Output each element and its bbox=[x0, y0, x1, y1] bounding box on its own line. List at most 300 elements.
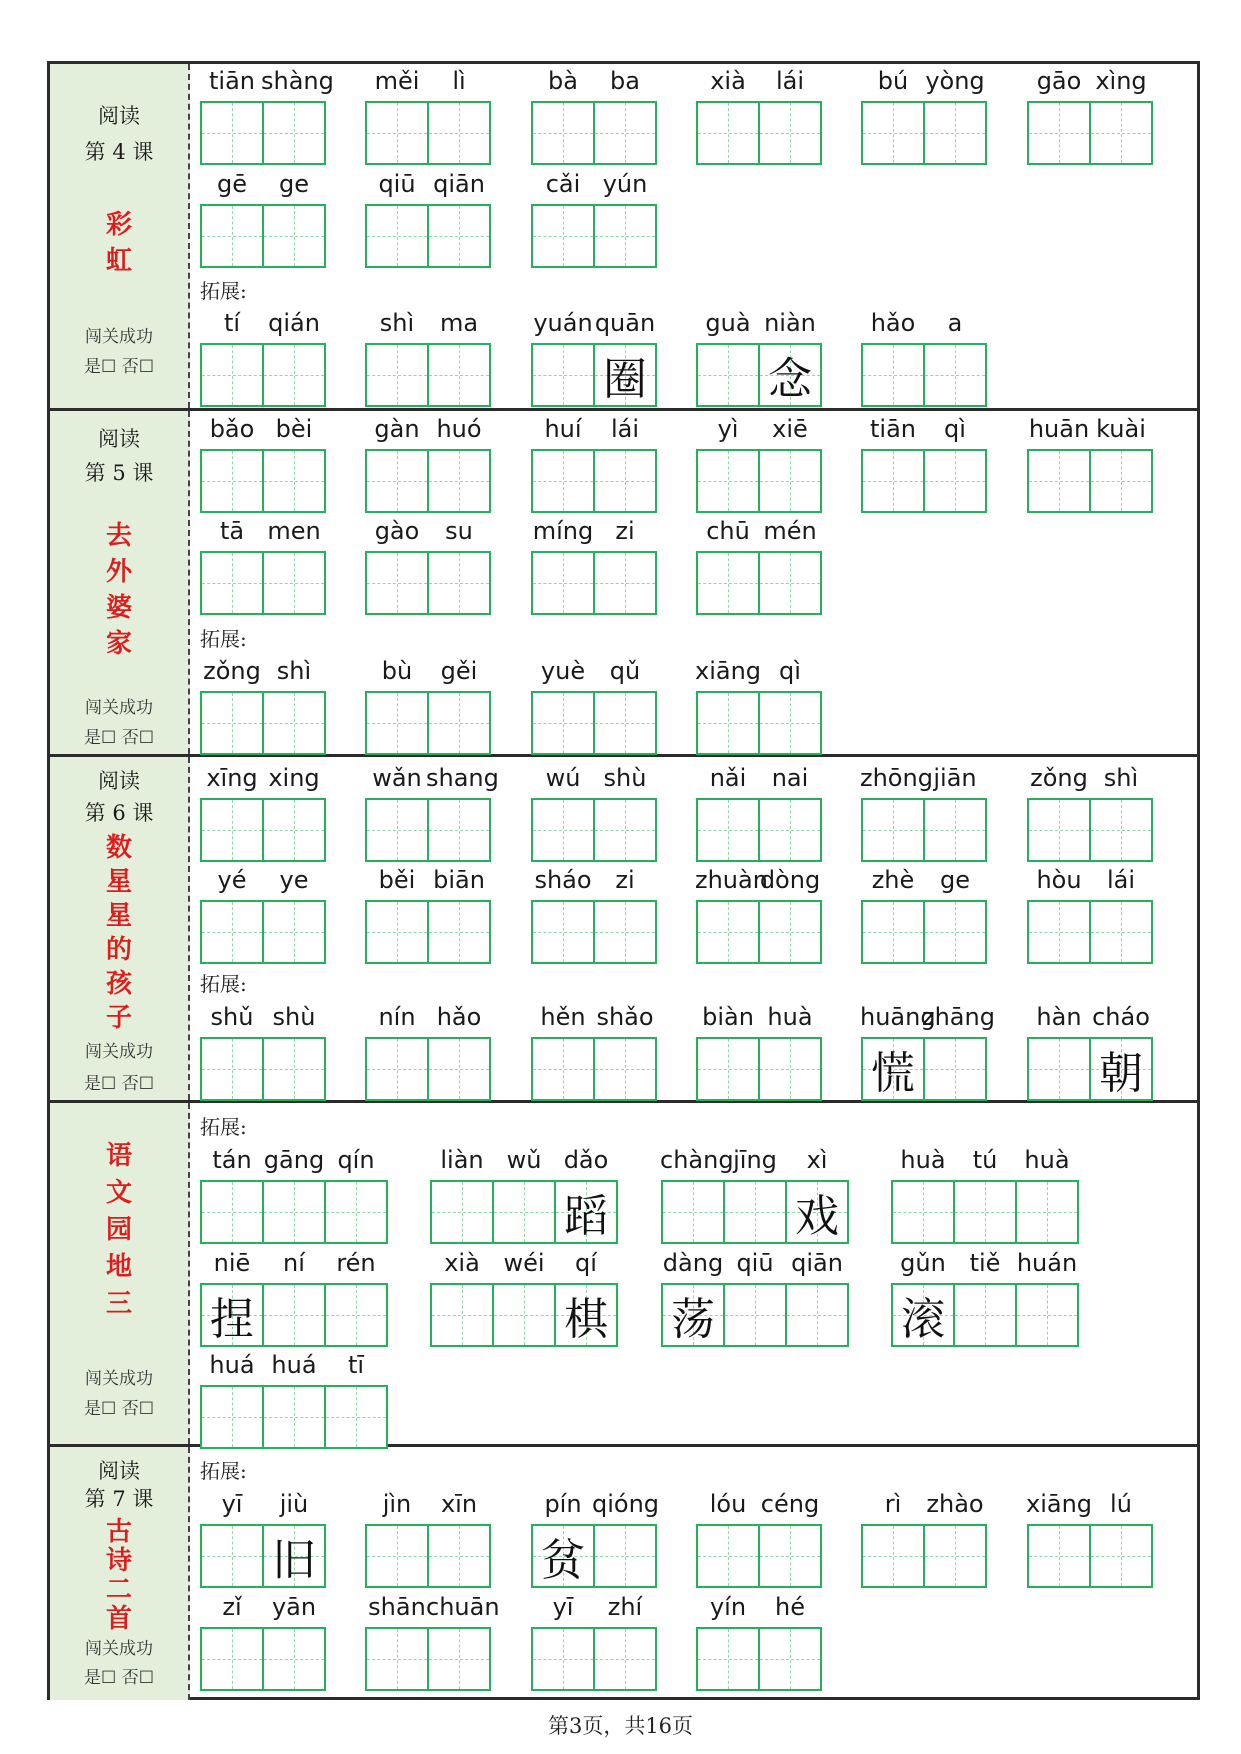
tian-zi-ge-box[interactable] bbox=[324, 1385, 388, 1449]
tian-zi-ge-box[interactable] bbox=[861, 343, 925, 407]
tian-zi-ge-box[interactable] bbox=[661, 1283, 725, 1347]
tian-zi-ge-box[interactable] bbox=[262, 691, 326, 755]
pinyin-syllable: yān bbox=[271, 1593, 317, 1621]
tian-zi-ge-box[interactable] bbox=[262, 1180, 326, 1244]
pinyin-syllable: wǎn bbox=[372, 764, 422, 792]
writing-boxes bbox=[861, 101, 985, 165]
pinyin-syllable: yuè bbox=[540, 657, 586, 685]
pinyin-syllable: qiū bbox=[736, 1249, 774, 1277]
pinyin-syllable: qiān bbox=[433, 170, 485, 198]
lesson-number: 第 7 课 bbox=[84, 1487, 154, 1511]
tian-zi-ge-box[interactable] bbox=[723, 1180, 787, 1244]
lesson-title-char: 婆 bbox=[105, 593, 132, 623]
pinyin-syllable: shì bbox=[276, 657, 312, 685]
writing-boxes bbox=[891, 1180, 1077, 1244]
pinyin-syllable: qiān bbox=[791, 1249, 843, 1277]
tian-zi-ge-box[interactable] bbox=[785, 1180, 849, 1244]
writing-boxes bbox=[531, 691, 655, 755]
tian-zi-ge-box[interactable] bbox=[365, 1627, 429, 1691]
tian-zi-ge-box[interactable] bbox=[953, 1283, 1017, 1347]
tian-zi-ge-box[interactable] bbox=[861, 900, 925, 964]
pinyin-syllable: ge bbox=[940, 866, 970, 894]
tian-zi-ge-box[interactable] bbox=[923, 101, 987, 165]
writing-boxes bbox=[365, 101, 489, 165]
tian-zi-ge-box[interactable] bbox=[262, 900, 326, 964]
pass-options[interactable]: 是☐ 否☐ bbox=[84, 357, 154, 377]
writing-boxes bbox=[200, 1627, 324, 1691]
tian-zi-ge-box[interactable] bbox=[427, 101, 491, 165]
extend-label: 拓展: bbox=[200, 279, 247, 303]
pinyin-syllable: tán bbox=[212, 1146, 252, 1174]
tian-zi-ge-box[interactable] bbox=[200, 449, 264, 513]
tian-zi-ge-box[interactable] bbox=[758, 343, 822, 407]
tian-zi-ge-box[interactable] bbox=[531, 1524, 595, 1588]
tian-zi-ge-box[interactable] bbox=[1015, 1283, 1079, 1347]
writing-boxes bbox=[861, 449, 985, 513]
tian-zi-ge-box[interactable] bbox=[1027, 101, 1091, 165]
tian-zi-ge-box[interactable] bbox=[723, 1283, 787, 1347]
writing-boxes bbox=[531, 900, 655, 964]
pinyin-syllable: xì bbox=[806, 1146, 828, 1174]
tian-zi-ge-box[interactable] bbox=[200, 691, 264, 755]
tian-zi-ge-box[interactable] bbox=[696, 551, 760, 615]
pinyin-syllable: jiù bbox=[279, 1490, 309, 1518]
writing-boxes bbox=[661, 1180, 847, 1244]
tian-zi-ge-box[interactable] bbox=[593, 204, 657, 268]
tian-zi-ge-box[interactable] bbox=[861, 798, 925, 862]
tian-zi-ge-box[interactable] bbox=[861, 101, 925, 165]
pinyin-syllable: xiāng bbox=[695, 657, 762, 685]
lesson-title-char: 诗 bbox=[105, 1546, 132, 1576]
lesson-title-char: 语 bbox=[105, 1141, 132, 1171]
pinyin-syllable: qì bbox=[944, 415, 966, 443]
tian-zi-ge-box[interactable] bbox=[427, 343, 491, 407]
tian-zi-ge-box[interactable] bbox=[200, 1627, 264, 1691]
tian-zi-ge-box[interactable] bbox=[200, 1180, 264, 1244]
tian-zi-ge-box[interactable] bbox=[593, 1524, 657, 1588]
tian-zi-ge-box[interactable] bbox=[492, 1283, 556, 1347]
tian-zi-ge-box[interactable] bbox=[200, 900, 264, 964]
pinyin-syllable: tiān bbox=[870, 415, 916, 443]
pinyin-syllable: cǎi bbox=[545, 170, 581, 198]
tian-zi-ge-box[interactable] bbox=[923, 449, 987, 513]
pinyin-syllable: wéi bbox=[503, 1249, 545, 1277]
tian-zi-ge-box[interactable] bbox=[593, 449, 657, 513]
section-lesson-7 bbox=[50, 1447, 1197, 1700]
pinyin-syllable: chuān bbox=[426, 1593, 500, 1621]
pinyin-syllable: běi bbox=[378, 866, 416, 894]
tian-zi-ge-box[interactable] bbox=[953, 1180, 1017, 1244]
pinyin-syllable: lái bbox=[610, 415, 640, 443]
read-label: 阅读 bbox=[98, 769, 140, 793]
tian-zi-ge-box[interactable] bbox=[427, 1524, 491, 1588]
pinyin-syllable: huà bbox=[900, 1146, 946, 1174]
pinyin-syllable: gē bbox=[217, 170, 247, 198]
tian-zi-ge-box[interactable] bbox=[365, 1524, 429, 1588]
pinyin-syllable: zhōng bbox=[860, 764, 933, 792]
tian-zi-ge-box[interactable] bbox=[200, 798, 264, 862]
tian-zi-ge-box[interactable] bbox=[262, 798, 326, 862]
tian-zi-ge-box[interactable] bbox=[1027, 1037, 1091, 1101]
tian-zi-ge-box[interactable] bbox=[758, 449, 822, 513]
writing-boxes bbox=[696, 900, 820, 964]
tian-zi-ge-box[interactable] bbox=[758, 798, 822, 862]
tian-zi-ge-box[interactable] bbox=[696, 798, 760, 862]
writing-boxes bbox=[861, 798, 985, 862]
tian-zi-ge-box[interactable] bbox=[200, 1283, 264, 1347]
tian-zi-ge-box[interactable] bbox=[365, 1037, 429, 1101]
pinyin-syllable: yún bbox=[602, 170, 648, 198]
lesson-title-char: 子 bbox=[105, 1003, 132, 1033]
tian-zi-ge-box[interactable] bbox=[365, 449, 429, 513]
pinyin-syllable: bǎo bbox=[209, 415, 255, 443]
tian-zi-ge-box[interactable] bbox=[923, 798, 987, 862]
pinyin-syllable: yòng bbox=[925, 67, 985, 95]
tian-zi-ge-box[interactable] bbox=[696, 1524, 760, 1588]
tian-zi-ge-box[interactable] bbox=[891, 1180, 955, 1244]
lesson-title-char: 彩 bbox=[105, 210, 132, 240]
tian-zi-ge-box[interactable] bbox=[593, 343, 657, 407]
writing-boxes bbox=[1027, 101, 1151, 165]
tian-zi-ge-box[interactable] bbox=[593, 101, 657, 165]
writing-boxes bbox=[531, 1037, 655, 1101]
tian-zi-ge-box[interactable] bbox=[365, 101, 429, 165]
tian-zi-ge-box[interactable] bbox=[758, 900, 822, 964]
tian-zi-ge-box[interactable] bbox=[1027, 900, 1091, 964]
tian-zi-ge-box[interactable] bbox=[758, 1627, 822, 1691]
writing-boxes bbox=[365, 551, 489, 615]
tian-zi-ge-box[interactable] bbox=[1027, 798, 1091, 862]
tian-zi-ge-box[interactable] bbox=[593, 1627, 657, 1691]
pinyin-syllable: lái bbox=[775, 67, 805, 95]
tian-zi-ge-box[interactable] bbox=[200, 1037, 264, 1101]
tian-zi-ge-box[interactable] bbox=[262, 1283, 326, 1347]
pinyin-syllable: chū bbox=[706, 517, 750, 545]
tian-zi-ge-box[interactable] bbox=[531, 798, 595, 862]
pinyin-syllable: hǎo bbox=[436, 1003, 482, 1031]
tian-zi-ge-box[interactable] bbox=[262, 1385, 326, 1449]
writing-boxes bbox=[861, 900, 985, 964]
writing-boxes bbox=[531, 101, 655, 165]
pinyin-syllable: yé bbox=[217, 866, 247, 894]
pinyin-syllable: tú bbox=[972, 1146, 998, 1174]
pinyin-syllable: jiān bbox=[933, 764, 977, 792]
pinyin-syllable: huà bbox=[1024, 1146, 1070, 1174]
pinyin-syllable: pín bbox=[544, 1490, 582, 1518]
tian-zi-ge-box[interactable] bbox=[262, 1524, 326, 1588]
tian-zi-ge-box[interactable] bbox=[262, 343, 326, 407]
tian-zi-ge-box[interactable] bbox=[696, 343, 760, 407]
pinyin-syllable: bèi bbox=[275, 415, 313, 443]
writing-boxes bbox=[365, 204, 489, 268]
hint-character: 棋 bbox=[564, 1294, 608, 1345]
writing-boxes bbox=[200, 1524, 324, 1588]
writing-boxes bbox=[365, 1627, 489, 1691]
tian-zi-ge-box[interactable] bbox=[531, 551, 595, 615]
tian-zi-ge-box[interactable] bbox=[1027, 449, 1091, 513]
tian-zi-ge-box[interactable] bbox=[262, 204, 326, 268]
pinyin-syllable: dǎo bbox=[563, 1146, 609, 1174]
pinyin-syllable: qí bbox=[575, 1249, 597, 1277]
tian-zi-ge-box[interactable] bbox=[861, 1524, 925, 1588]
tian-zi-ge-box[interactable] bbox=[1089, 798, 1153, 862]
tian-zi-ge-box[interactable] bbox=[427, 449, 491, 513]
pinyin-syllable: xià bbox=[444, 1249, 480, 1277]
tian-zi-ge-box[interactable] bbox=[200, 1385, 264, 1449]
pinyin-syllable: a bbox=[947, 309, 963, 337]
pass-options[interactable]: 是☐ 否☐ bbox=[84, 1668, 154, 1688]
pinyin-syllable: chàng bbox=[660, 1146, 734, 1174]
tian-zi-ge-box[interactable] bbox=[365, 551, 429, 615]
pinyin-syllable: shǎo bbox=[596, 1003, 654, 1031]
tian-zi-ge-box[interactable] bbox=[593, 691, 657, 755]
writing-boxes bbox=[1027, 449, 1151, 513]
writing-boxes bbox=[365, 798, 489, 862]
pass-options[interactable]: 是☐ 否☐ bbox=[84, 1074, 154, 1094]
writing-boxes bbox=[696, 1524, 820, 1588]
tian-zi-ge-box[interactable] bbox=[696, 900, 760, 964]
extend-label: 拓展: bbox=[200, 1115, 247, 1139]
lesson-title-char: 首 bbox=[105, 1604, 132, 1634]
tian-zi-ge-box[interactable] bbox=[696, 101, 760, 165]
hint-character: 荡 bbox=[671, 1294, 715, 1345]
tian-zi-ge-box[interactable] bbox=[365, 204, 429, 268]
tian-zi-ge-box[interactable] bbox=[492, 1180, 556, 1244]
pinyin-syllable: rén bbox=[336, 1249, 376, 1277]
tian-zi-ge-box[interactable] bbox=[1089, 900, 1153, 964]
writing-boxes bbox=[200, 1180, 386, 1244]
lesson-title-char: 虹 bbox=[105, 246, 132, 276]
writing-boxes bbox=[696, 1627, 820, 1691]
pinyin-syllable: zhí bbox=[607, 1593, 643, 1621]
tian-zi-ge-box[interactable] bbox=[758, 691, 822, 755]
writing-boxes bbox=[365, 343, 489, 407]
writing-boxes bbox=[1027, 1037, 1151, 1101]
tian-zi-ge-box[interactable] bbox=[923, 343, 987, 407]
tian-zi-ge-box[interactable] bbox=[696, 1627, 760, 1691]
tian-zi-ge-box[interactable] bbox=[324, 1180, 388, 1244]
tian-zi-ge-box[interactable] bbox=[262, 551, 326, 615]
hint-character: 旧 bbox=[272, 1535, 316, 1586]
pinyin-syllable: hàn bbox=[1036, 1003, 1082, 1031]
pinyin-syllable: cháo bbox=[1092, 1003, 1150, 1031]
pinyin-syllable: shān bbox=[368, 1593, 426, 1621]
pinyin-syllable: men bbox=[267, 517, 321, 545]
pinyin-syllable: yín bbox=[709, 1593, 747, 1621]
pinyin-syllable: dàng bbox=[662, 1249, 724, 1277]
pinyin-syllable: guà bbox=[705, 309, 751, 337]
tian-zi-ge-box[interactable] bbox=[365, 343, 429, 407]
tian-zi-ge-box[interactable] bbox=[200, 204, 264, 268]
tian-zi-ge-box[interactable] bbox=[531, 449, 595, 513]
tian-zi-ge-box[interactable] bbox=[430, 1180, 494, 1244]
tian-zi-ge-box[interactable] bbox=[1089, 449, 1153, 513]
pinyin-syllable: shì bbox=[379, 309, 415, 337]
tian-zi-ge-box[interactable] bbox=[427, 1627, 491, 1691]
worksheet-page bbox=[47, 61, 1200, 1700]
writing-boxes bbox=[200, 101, 324, 165]
writing-boxes bbox=[531, 798, 655, 862]
pinyin-syllable: kuài bbox=[1096, 415, 1146, 443]
tian-zi-ge-box[interactable] bbox=[262, 449, 326, 513]
pinyin-syllable: shàng bbox=[261, 67, 334, 95]
tian-zi-ge-box[interactable] bbox=[262, 101, 326, 165]
lesson-title-char: 的 bbox=[105, 935, 132, 965]
tian-zi-ge-box[interactable] bbox=[1015, 1180, 1079, 1244]
hint-character: 慌 bbox=[871, 1048, 915, 1099]
writing-boxes bbox=[861, 343, 985, 407]
pinyin-syllable: zǐ bbox=[222, 1593, 242, 1621]
lesson-title-char: 孩 bbox=[105, 969, 132, 999]
tian-zi-ge-box[interactable] bbox=[758, 1524, 822, 1588]
tian-zi-ge-box[interactable] bbox=[200, 343, 264, 407]
pinyin-syllable: shang bbox=[426, 764, 499, 792]
tian-zi-ge-box[interactable] bbox=[531, 1627, 595, 1691]
tian-zi-ge-box[interactable] bbox=[661, 1180, 725, 1244]
pinyin-syllable: yī bbox=[552, 1593, 574, 1621]
tian-zi-ge-box[interactable] bbox=[861, 449, 925, 513]
tian-zi-ge-box[interactable] bbox=[531, 691, 595, 755]
pinyin-syllable: qián bbox=[268, 309, 320, 337]
tian-zi-ge-box[interactable] bbox=[593, 900, 657, 964]
tian-zi-ge-box[interactable] bbox=[758, 1037, 822, 1101]
pinyin-syllable: mén bbox=[763, 517, 817, 545]
tian-zi-ge-box[interactable] bbox=[200, 551, 264, 615]
pinyin-syllable: gāng bbox=[263, 1146, 325, 1174]
pass-label: 闯关成功 bbox=[85, 1369, 153, 1389]
tian-zi-ge-box[interactable] bbox=[1027, 1524, 1091, 1588]
writing-boxes bbox=[531, 343, 655, 407]
tian-zi-ge-box[interactable] bbox=[554, 1283, 618, 1347]
tian-zi-ge-box[interactable] bbox=[1089, 1524, 1153, 1588]
tian-zi-ge-box[interactable] bbox=[696, 691, 760, 755]
pinyin-syllable: xīn bbox=[440, 1490, 478, 1518]
section-lesson-5 bbox=[50, 411, 1197, 757]
pinyin-syllable: bù bbox=[381, 657, 413, 685]
lesson-title-char: 去 bbox=[105, 521, 132, 551]
tian-zi-ge-box[interactable] bbox=[923, 1524, 987, 1588]
pinyin-syllable: biān bbox=[433, 866, 485, 894]
tian-zi-ge-box[interactable] bbox=[593, 551, 657, 615]
pinyin-syllable: nǎi bbox=[709, 764, 747, 792]
writing-boxes bbox=[200, 449, 324, 513]
tian-zi-ge-box[interactable] bbox=[427, 798, 491, 862]
tian-zi-ge-box[interactable] bbox=[923, 900, 987, 964]
pinyin-syllable: míng bbox=[532, 517, 594, 545]
lesson-title-char: 文 bbox=[105, 1178, 132, 1208]
lesson-title-char: 地 bbox=[105, 1252, 132, 1282]
tian-zi-ge-box[interactable] bbox=[365, 691, 429, 755]
hint-character: 圈 bbox=[603, 354, 647, 405]
pinyin-syllable: ní bbox=[283, 1249, 305, 1277]
pinyin-syllable: shù bbox=[603, 764, 647, 792]
pinyin-syllable: hòu bbox=[1036, 866, 1082, 894]
pinyin-syllable: huí bbox=[544, 415, 582, 443]
tian-zi-ge-box[interactable] bbox=[324, 1283, 388, 1347]
tian-zi-ge-box[interactable] bbox=[200, 101, 264, 165]
pinyin-syllable: zhào bbox=[926, 1490, 984, 1518]
pinyin-syllable: sháo bbox=[534, 866, 592, 894]
tian-zi-ge-box[interactable] bbox=[1089, 1037, 1153, 1101]
pinyin-syllable: su bbox=[445, 517, 473, 545]
tian-zi-ge-box[interactable] bbox=[200, 1524, 264, 1588]
tian-zi-ge-box[interactable] bbox=[427, 691, 491, 755]
tian-zi-ge-box[interactable] bbox=[758, 551, 822, 615]
hint-character: 蹈 bbox=[564, 1191, 608, 1242]
pass-options[interactable]: 是☐ 否☐ bbox=[84, 1399, 154, 1419]
pass-label: 闯关成功 bbox=[85, 1042, 153, 1062]
tian-zi-ge-box[interactable] bbox=[427, 1037, 491, 1101]
pinyin-syllable: qì bbox=[779, 657, 801, 685]
pinyin-syllable: tí bbox=[223, 309, 241, 337]
tian-zi-ge-box[interactable] bbox=[427, 551, 491, 615]
hint-character: 戏 bbox=[795, 1191, 839, 1242]
writing-boxes bbox=[365, 449, 489, 513]
tian-zi-ge-box[interactable] bbox=[554, 1180, 618, 1244]
section-lesson-6 bbox=[50, 757, 1197, 1103]
writing-boxes bbox=[696, 691, 820, 755]
tian-zi-ge-box[interactable] bbox=[696, 449, 760, 513]
pinyin-syllable: ye bbox=[279, 866, 309, 894]
pinyin-syllable: wú bbox=[545, 764, 581, 792]
writing-boxes bbox=[696, 101, 820, 165]
pinyin-syllable: gàn bbox=[374, 415, 420, 443]
pinyin-syllable: xìng bbox=[1095, 67, 1147, 95]
tian-zi-ge-box[interactable] bbox=[262, 1627, 326, 1691]
tian-zi-ge-box[interactable] bbox=[531, 343, 595, 407]
tian-zi-ge-box[interactable] bbox=[427, 900, 491, 964]
tian-zi-ge-box[interactable] bbox=[891, 1283, 955, 1347]
tian-zi-ge-box[interactable] bbox=[365, 798, 429, 862]
tian-zi-ge-box[interactable] bbox=[861, 1037, 925, 1101]
tian-zi-ge-box[interactable] bbox=[531, 900, 595, 964]
writing-boxes bbox=[365, 691, 489, 755]
tian-zi-ge-box[interactable] bbox=[427, 204, 491, 268]
pinyin-syllable: lú bbox=[1110, 1490, 1132, 1518]
writing-boxes bbox=[696, 1037, 820, 1101]
pinyin-syllable: yī bbox=[221, 1490, 243, 1518]
pass-options[interactable]: 是☐ 否☐ bbox=[84, 728, 154, 748]
section-lesson-4 bbox=[50, 64, 1197, 411]
tian-zi-ge-box[interactable] bbox=[430, 1283, 494, 1347]
tian-zi-ge-box[interactable] bbox=[365, 900, 429, 964]
pass-label: 闯关成功 bbox=[85, 698, 153, 718]
tian-zi-ge-box[interactable] bbox=[696, 1037, 760, 1101]
pinyin-syllable: ba bbox=[610, 67, 640, 95]
pass-label: 闯关成功 bbox=[85, 327, 153, 347]
tian-zi-ge-box[interactable] bbox=[531, 101, 595, 165]
writing-boxes bbox=[200, 1385, 386, 1449]
tian-zi-ge-box[interactable] bbox=[531, 204, 595, 268]
tian-zi-ge-box[interactable] bbox=[785, 1283, 849, 1347]
tian-zi-ge-box[interactable] bbox=[593, 1037, 657, 1101]
tian-zi-ge-box[interactable] bbox=[1089, 101, 1153, 165]
lesson-title-char: 三 bbox=[105, 1289, 132, 1319]
pinyin-syllable: měi bbox=[374, 67, 420, 95]
tian-zi-ge-box[interactable] bbox=[758, 101, 822, 165]
pinyin-syllable: gào bbox=[374, 517, 420, 545]
section-chinese-garden-3 bbox=[50, 1103, 1197, 1447]
extend-label: 拓展: bbox=[200, 1459, 247, 1483]
tian-zi-ge-box[interactable] bbox=[593, 798, 657, 862]
pinyin-syllable: lái bbox=[1106, 866, 1136, 894]
tian-zi-ge-box[interactable] bbox=[262, 1037, 326, 1101]
pinyin-syllable: xiē bbox=[772, 415, 808, 443]
tian-zi-ge-box[interactable] bbox=[531, 1037, 595, 1101]
tian-zi-ge-box[interactable] bbox=[923, 1037, 987, 1101]
pinyin-syllable: jìn bbox=[382, 1490, 412, 1518]
pinyin-syllable: qióng bbox=[592, 1490, 660, 1518]
